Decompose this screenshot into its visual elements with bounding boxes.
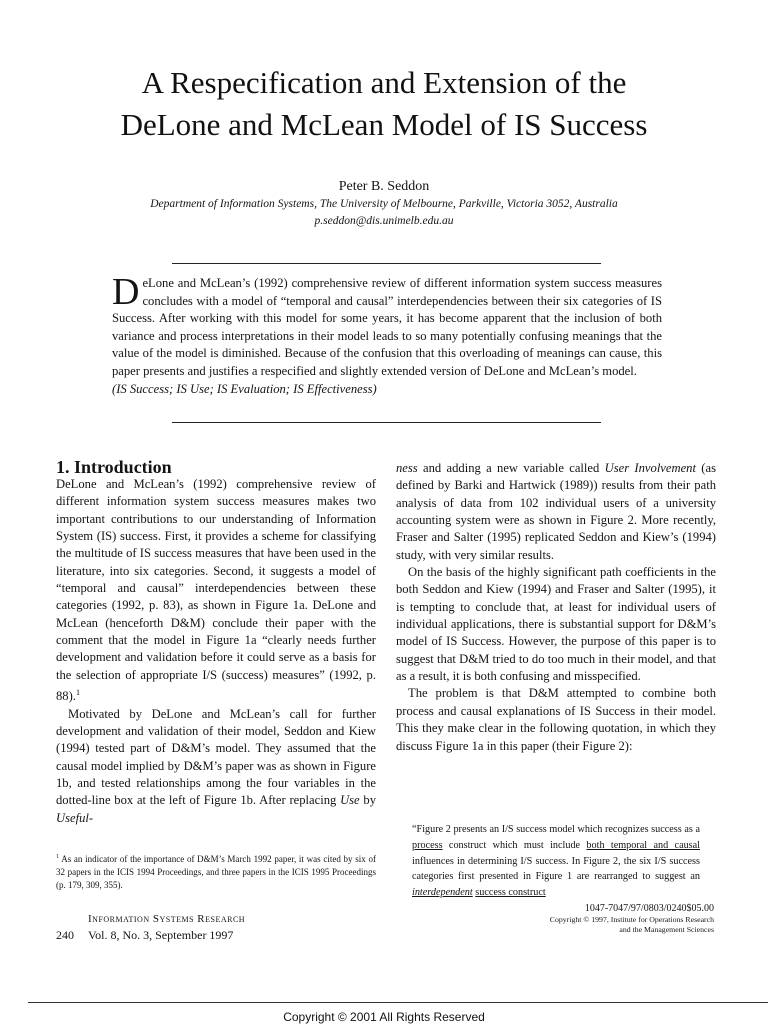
abstract xyxy=(112,271,662,398)
page-number: 240 xyxy=(56,928,74,942)
right-column xyxy=(396,460,716,755)
intro-paragraph-1 xyxy=(56,476,376,706)
abstract-top-rule xyxy=(172,263,601,264)
left-column xyxy=(56,476,376,827)
publisher-copyright xyxy=(494,915,714,935)
quote-process: process xyxy=(412,839,443,851)
term-user-involvement: User Involvement xyxy=(604,461,696,475)
right-paragraph-1 xyxy=(396,460,716,564)
right-paragraph-3: The problem is that D&M attempted to combine both process and causal explanations of IS Success in their model. This they make clear in the following quotation, in which they discuss Figure 1a in this paper (their Figure 2): xyxy=(396,686,716,753)
footnote-marker: 1 xyxy=(75,688,80,698)
intro-paragraph-2-join: by xyxy=(359,793,377,808)
abstract-bottom-rule xyxy=(172,422,601,423)
author-name: Peter B. Seddon xyxy=(338,179,430,194)
paper-title xyxy=(0,62,768,146)
quote-both-temporal: both temporal and causal xyxy=(586,839,700,851)
author-affiliation: Department of Information Systems, The University of Melbourne, Parkville, Victoria 3052, Australia xyxy=(150,198,618,210)
block-quote xyxy=(412,822,700,901)
volume-info: Vol. 8, No. 3, September 1997 xyxy=(88,928,234,942)
quote-text-c: influences in determining I/S success. In Figure 2, the six I/S success categories first presented in Figure 1 are rearranged to suggest an xyxy=(412,855,700,883)
right-paragraph-2: On the basis of the highly significant path coefficients in the both Seddon and Kiew (1994) and Fraser and Salter (1995), it is tempting to conclude that, at least for individual users of individual applications, there is substantial support for D&M’s model of IS Success. However, the purpose of this paper is to suggest that D&M tried to do too much in their model, and that as a result, it is both confusing and misspecified. xyxy=(396,565,716,684)
quote-success-construct: success construct xyxy=(475,887,546,899)
title-line-2: DeLone and McLean Model of IS Success xyxy=(120,107,648,142)
journal-name: Information Systems Research xyxy=(88,913,246,925)
abstract-body: eLone and McLean’s (1992) comprehensive review of different information system success measures concludes with a model of “temporal and causal” interdependencies between their six categories of IS Success. After working with this model for some years, it has become apparent that the inclusion of both variance and process interpretations in their model leads to so many potentially confusing meanings that the value of the model is diminished. Because of the confusion that this overloading of meanings can cause, this paper presents and justifies a respecified and slightly extended version of DeLone and McLean’s model. xyxy=(112,276,662,378)
publisher-copyright-line-1: Copyright © 1997, Institute for Operations Research xyxy=(549,915,714,924)
term-usefulness-start: Useful- xyxy=(56,810,94,825)
intro-paragraph-2 xyxy=(56,706,376,827)
right-paragraph-1-text-b: (as defined by Barki and Hartwick (1989)) results from their path analysis of data from 102 individual users of a university accounting system were as shown in Figure 2. More recently, Fraser and Salter (1995) replicated Seddon and Kiew’s (1994) study, with very similar results. xyxy=(396,461,716,562)
intro-paragraph-2-text: Motivated by DeLone and McLean’s call for further development and validation of their model, Seddon and Kiew (1994) tested part of D&M’s model. They assumed that the causal model implied by D&M’s paper was as shown in Figure 1b, and tested relationships among the four variables in the dotted-line box at the left of Figure 1b. After replacing xyxy=(56,706,376,808)
section-heading: 1. Introduction xyxy=(56,457,172,477)
quote-text-a: “Figure 2 presents an I/S success model which recognizes success as a xyxy=(412,824,700,835)
author-email: p.seddon@dis.unimelb.edu.au xyxy=(314,215,454,227)
footnote xyxy=(56,851,376,892)
footer-copyright: Copyright © 2001 All Rights Reserved xyxy=(283,1010,485,1024)
abstract-keywords: (IS Success; IS Use; IS Evaluation; IS Effectiveness) xyxy=(112,381,377,396)
right-paragraph-1-text-a: and adding a new variable called xyxy=(417,461,605,475)
quote-text-b: construct which must include xyxy=(442,839,587,851)
term-usefulness-end: ness xyxy=(396,461,418,475)
footer-rule xyxy=(28,1002,768,1003)
article-code: 1047-7047/97/0803/0240$05.00 xyxy=(584,903,714,914)
intro-paragraph-1-text: DeLone and McLean’s (1992) comprehensive review of different information system success measures makes two important contributions to our understanding of Information System (IS) success. First, it provides a scheme for classifying the multitude of IS success measures that have been used in the literature, into six categories. Second, it suggests a model of “temporal and causal” interdependencies between these categories (1992, p. 83), as shown in Figure 1a. DeLone and McLean (henceforth D&M) conclude their paper with the comment that the model in Figure 1a “clearly needs further development and validation before it could serve as a basis for the selection of appropriate I/S (success) measures” (1992, p. 88). xyxy=(56,477,376,704)
title-line-1: A Respecification and Extension of the xyxy=(141,65,627,100)
publisher-copyright-line-2: and the Management Sciences xyxy=(619,925,714,934)
footnote-text: As an indicator of the importance of D&M’s March 1992 paper, it was cited by six of 32 papers in the ICIS 1994 Proceedings, and three papers in the ICIS 1995 Proceedings (p. 179, 309, 355). xyxy=(56,854,376,890)
term-use: Use xyxy=(340,793,360,808)
footnote-number: 1 xyxy=(56,854,59,860)
quote-interdependent: interdependent xyxy=(412,887,473,899)
abstract-dropcap: D xyxy=(112,271,140,313)
